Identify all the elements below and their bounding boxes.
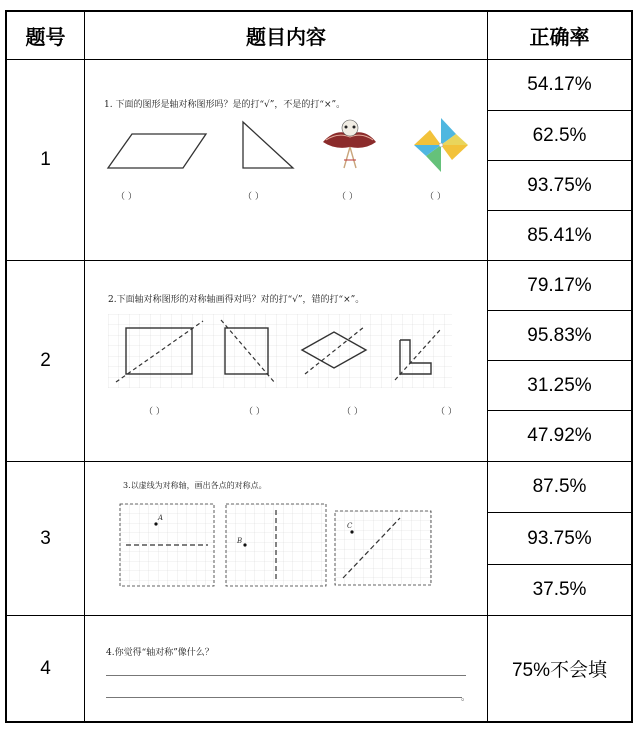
point-label: B <box>237 537 243 545</box>
header-number: 题号 <box>25 25 66 49</box>
answer-line[interactable] <box>106 697 462 698</box>
answer-paren[interactable]: （ ） <box>243 192 264 202</box>
answer-paren[interactable]: （ ） <box>436 407 457 417</box>
header-content: 题目内容 <box>246 25 326 49</box>
rate-value: 93.75% <box>527 527 592 549</box>
rate-value: 75%不会填 <box>511 660 608 681</box>
answer-line[interactable] <box>106 675 466 676</box>
rate-value: 85.41% <box>527 224 592 246</box>
question-text: 4.你觉得“轴对称”像什么？ <box>106 648 214 658</box>
question-text: 3.以虚线为对称轴，画出各点的对称点。 <box>123 481 267 490</box>
header-rate: 正确率 <box>529 25 590 49</box>
grid-a <box>120 504 214 586</box>
question-text: 2.下面轴对称图形的对称轴画得对吗？对的打“√”，错的打“×”。 <box>108 295 365 305</box>
rate-value: 87.5% <box>532 476 587 497</box>
answer-paren[interactable]: （ ） <box>342 407 363 417</box>
rate-value: 79.17% <box>527 274 592 296</box>
rate-value: 31.25% <box>527 374 592 396</box>
rate-value: 54.17% <box>527 74 592 95</box>
question-number: 3 <box>40 527 51 549</box>
answer-paren[interactable]: （ ） <box>337 192 358 202</box>
question-number: 1 <box>40 149 51 170</box>
answer-paren[interactable]: （ ） <box>116 192 137 202</box>
question-number: 2 <box>40 350 51 371</box>
point-label: C <box>347 522 353 530</box>
rate-value: 62.5% <box>532 124 587 146</box>
answer-paren[interactable]: （ ） <box>425 192 446 202</box>
grid-b <box>226 504 326 586</box>
rate-value: 37.5% <box>532 579 587 600</box>
rate-value: 95.83% <box>527 324 592 346</box>
answer-paren[interactable]: （ ） <box>244 407 265 417</box>
end-mark: 。 <box>461 693 471 703</box>
rate-value: 47.92% <box>527 425 592 446</box>
rate-value: 93.75% <box>527 174 592 196</box>
point-label: A <box>158 514 164 522</box>
question-text: 1. 下面的图形是轴对称图形吗？是的打“√”，不是的打“×”。 <box>104 100 346 110</box>
answer-paren[interactable]: （ ） <box>144 407 165 417</box>
question-number: 4 <box>40 657 51 679</box>
